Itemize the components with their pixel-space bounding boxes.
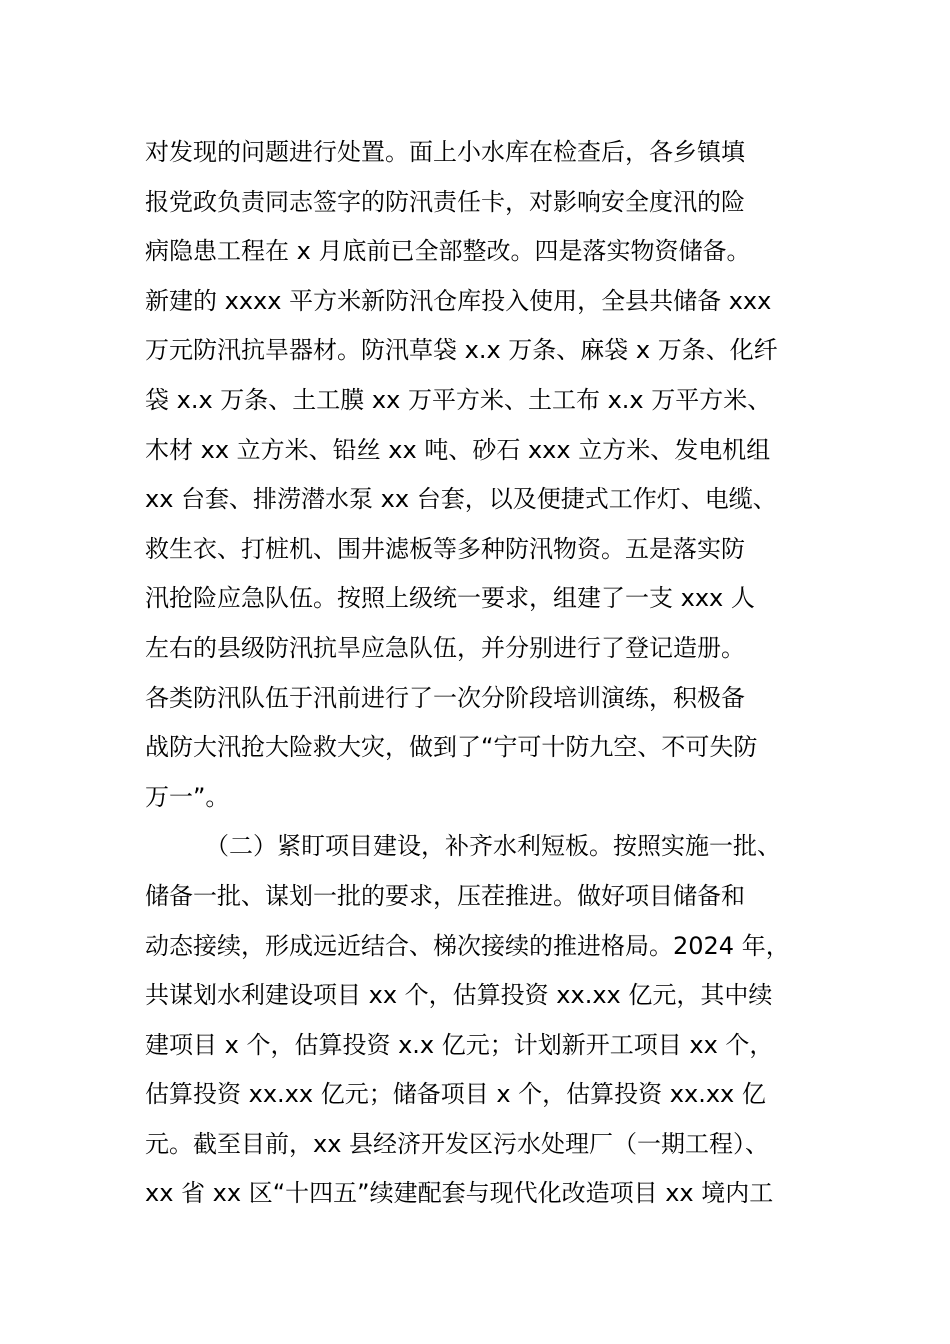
text-line: 左右的县级防汛抗旱应急队伍，并分别进行了登记造册。 (145, 633, 745, 662)
text-line: 汛抢险应急队伍。按照上级统一要求，组建了一支 xxx 人 (145, 584, 755, 613)
text-line: xx 省 xx 区“十四五”续建配套与现代化改造项目 xx 境内工 (145, 1179, 774, 1208)
text-line: 各类防汛队伍于汛前进行了一次分阶段培训演练，积极备 (145, 683, 745, 712)
text-line: 万一”。 (145, 782, 230, 811)
section-heading-line: （二）紧盯项目建设，补齐水利短板。按照实施一批、 (205, 832, 781, 861)
text-line: 袋 x.x 万条、土工膜 xx 万平方米、土工布 x.x 万平方米、 (145, 385, 772, 414)
text-line: 新建的 xxxx 平方米新防汛仓库投入使用，全县共储备 xxx (145, 286, 772, 315)
text-line: 对发现的问题进行处置。面上小水库在检查后，各乡镇填 (145, 138, 745, 166)
text-line: 战防大汛抢大险救大灾，做到了“宁可十防九空、不可失防 (145, 733, 758, 762)
text-line: xx 台套、排涝潜水泵 xx 台套，以及便捷式工作灯、电缆、 (145, 485, 777, 514)
text-line: 元。截至目前，xx 县经济开发区污水处理厂（一期工程）、 (145, 1129, 770, 1158)
body-text (145, 128, 845, 1219)
text-line: 救生衣、打桩机、围井滤板等多种防汛物资。五是落实防 (145, 534, 745, 563)
text-line: 病隐患工程在 x 月底前已全部整改。四是落实物资储备。 (145, 237, 751, 266)
text-line: 储备一批、谋划一批的要求，压茬推进。做好项目储备和 (145, 881, 745, 910)
text-line: 动态接续，形成远近结合、梯次接续的推进格局。2024 年， (145, 931, 790, 960)
text-line: 共谋划水利建设项目 xx 个，估算投资 xx.xx 亿元，其中续 (145, 981, 773, 1010)
text-line: 估算投资 xx.xx 亿元；储备项目 x 个，估算投资 xx.xx 亿 (145, 1080, 766, 1109)
text-line: 建项目 x 个，估算投资 x.x 亿元；计划新开工项目 xx 个， (145, 1030, 774, 1059)
text-line: 木材 xx 立方米、铅丝 xx 吨、砂石 xxx 立方米、发电机组 (145, 435, 771, 464)
text-line: 报党政负责同志签字的防汛责任卡，对影响安全度汛的险 (145, 187, 745, 216)
text-line: 万元防汛抗旱器材。防汛草袋 x.x 万条、麻袋 x 万条、化纤 (145, 336, 778, 365)
